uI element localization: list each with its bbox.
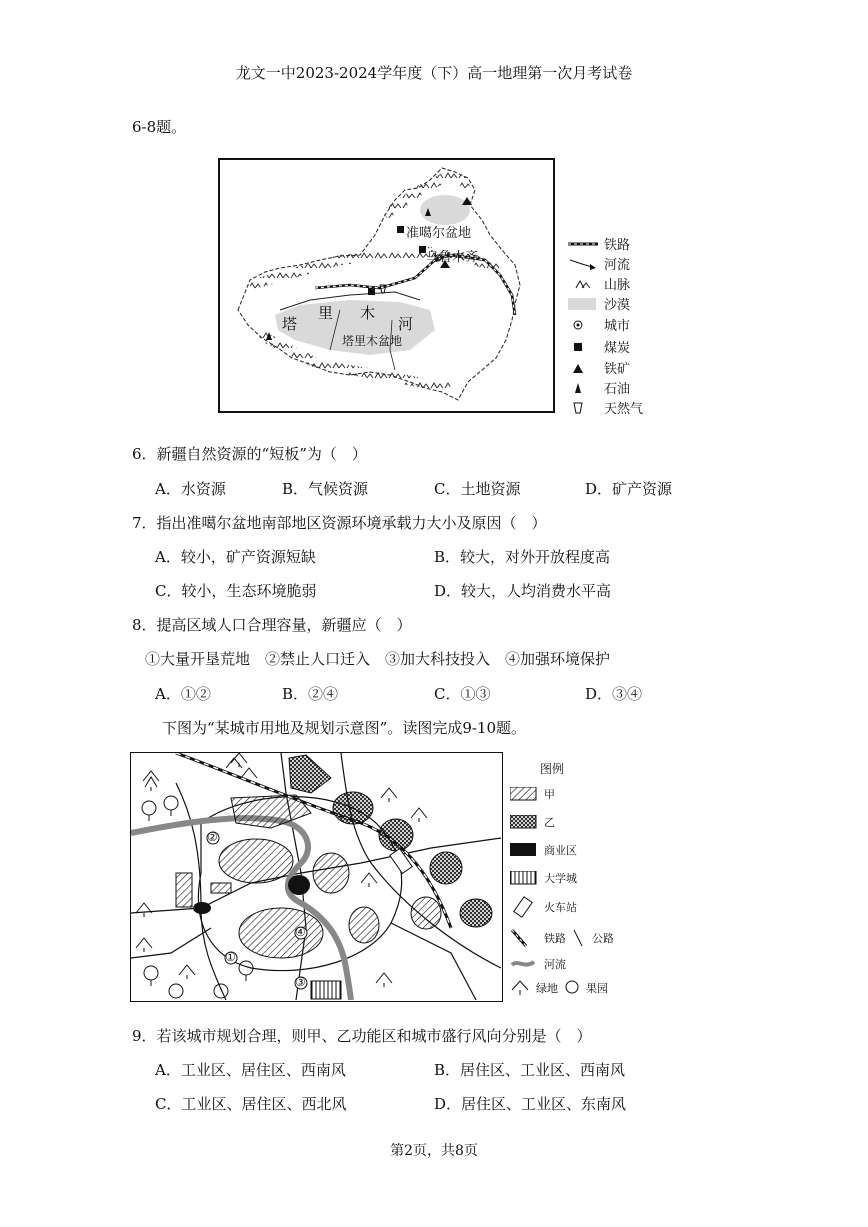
label-tarim-he: 河: [398, 315, 414, 333]
q9-option-c[interactable]: C．工业区、居住区、西北风: [155, 1095, 347, 1113]
legend-university: 大学城: [544, 872, 577, 885]
q8-stem: 8．提高区域人口合理容量，新疆应（ ）: [132, 616, 412, 634]
gas-icon: [568, 401, 598, 415]
legend-orchard: 果园: [586, 982, 608, 995]
legend-desert: 沙漠: [604, 298, 631, 313]
q7-option-c[interactable]: C．较小，生态环境脆弱: [155, 582, 317, 600]
label-junggar-basin: 准噶尔盆地: [406, 226, 472, 241]
legend-road: 公路: [592, 932, 614, 945]
city-map-drawing: [131, 753, 501, 1000]
q8-option-a[interactable]: A．①②: [155, 685, 211, 703]
marker-3: ③: [295, 975, 306, 989]
xinjiang-map: [218, 158, 555, 413]
iron-icon: [568, 362, 598, 374]
intro-9-10: 下图为“某城市用地及规划示意图”。读图完成9-10题。: [162, 719, 527, 737]
q9-option-a[interactable]: A．工业区、居住区、西南风: [155, 1061, 346, 1079]
legend-jia: 甲: [544, 788, 555, 801]
legend-city: 城市: [604, 319, 631, 334]
q6-option-c[interactable]: C．土地资源: [434, 480, 521, 498]
city-icon: [568, 319, 598, 331]
intro-6-8: 6-8题。: [132, 118, 187, 136]
q6-option-b[interactable]: B．气候资源: [282, 480, 369, 498]
page-footer: 第2页，共8页: [390, 1143, 478, 1159]
label-tarim-mu: 木: [360, 304, 376, 322]
q9-option-d[interactable]: D．居住区、工业区、东南风: [434, 1095, 627, 1113]
rail-road-icon: [510, 928, 538, 948]
label-urumqi: 乌鲁木齐: [426, 250, 479, 265]
q7-option-a[interactable]: A．较小，矿产资源短缺: [155, 548, 316, 566]
legend-title: 图例: [540, 762, 565, 776]
legend-green: 绿地: [536, 982, 558, 995]
station-icon: [510, 896, 538, 918]
q9-stem: 9．若该城市规划合理，则甲、乙功能区和城市盛行风向分别是（ ）: [132, 1027, 592, 1045]
legend-yi: 乙: [544, 816, 555, 829]
green-orchard-icon: [510, 980, 530, 996]
legend-mountain: 山脉: [604, 278, 631, 293]
legend-iron: 铁矿: [604, 362, 631, 377]
railway-icon: [568, 239, 598, 249]
river-icon: [568, 258, 598, 270]
legend-commercial: 商业区: [544, 844, 577, 857]
q8-option-d[interactable]: D．③④: [585, 685, 643, 703]
oil-icon: [568, 382, 598, 394]
river-icon: [510, 957, 538, 971]
orchard-icon: [564, 980, 580, 996]
label-tarim-ta: 塔: [282, 315, 298, 333]
page-header: 龙文一中2023-2024学年度（下）高一地理第一次月考试卷: [235, 64, 633, 82]
legend-railway2: 铁路: [544, 932, 566, 945]
city-map: [130, 752, 503, 1002]
road-icon: [572, 928, 586, 948]
marker-4: ④: [295, 925, 306, 939]
zone-yi-icon: [510, 815, 538, 829]
coal-icon: [568, 341, 598, 353]
desert-icon: [568, 297, 598, 311]
commercial-icon: [510, 843, 538, 857]
legend-river: 河流: [604, 258, 631, 273]
label-tarim-basin: 塔里木盆地: [342, 334, 403, 348]
q8-items: ①大量开垦荒地 ②禁止人口迁入 ③加大科技投入 ④加强环境保护: [145, 650, 611, 668]
zone-jia-icon: [510, 787, 538, 801]
q6-stem: 6．新疆自然资源的“短板”为（ ）: [132, 445, 367, 463]
label-tarim-li: 里: [318, 304, 334, 322]
mountain-icon: [568, 278, 598, 290]
legend-oil: 石油: [604, 382, 631, 397]
legend-gas: 天然气: [604, 402, 644, 417]
xinjiang-map-drawing: [220, 160, 553, 411]
legend-coal: 煤炭: [604, 341, 631, 356]
q7-stem: 7．指出准噶尔盆地南部地区资源环境承载力大小及原因（ ）: [132, 514, 547, 532]
q8-option-b[interactable]: B．②④: [282, 685, 339, 703]
university-icon: [510, 871, 538, 885]
legend-station: 火车站: [544, 901, 577, 914]
q8-option-c[interactable]: C．①③: [434, 685, 491, 703]
marker-1: ①: [225, 950, 236, 964]
legend-railway: 铁路: [604, 238, 631, 253]
q7-option-d[interactable]: D．较大，人均消费水平高: [434, 582, 612, 600]
marker-2: ②: [207, 830, 218, 844]
q7-option-b[interactable]: B．较大，对外开放程度高: [434, 548, 611, 566]
q6-option-a[interactable]: A．水资源: [155, 480, 226, 498]
q9-option-b[interactable]: B．居住区、工业区、西南风: [434, 1061, 626, 1079]
q6-option-d[interactable]: D．矿产资源: [585, 480, 673, 498]
legend-river2: 河流: [544, 958, 566, 971]
